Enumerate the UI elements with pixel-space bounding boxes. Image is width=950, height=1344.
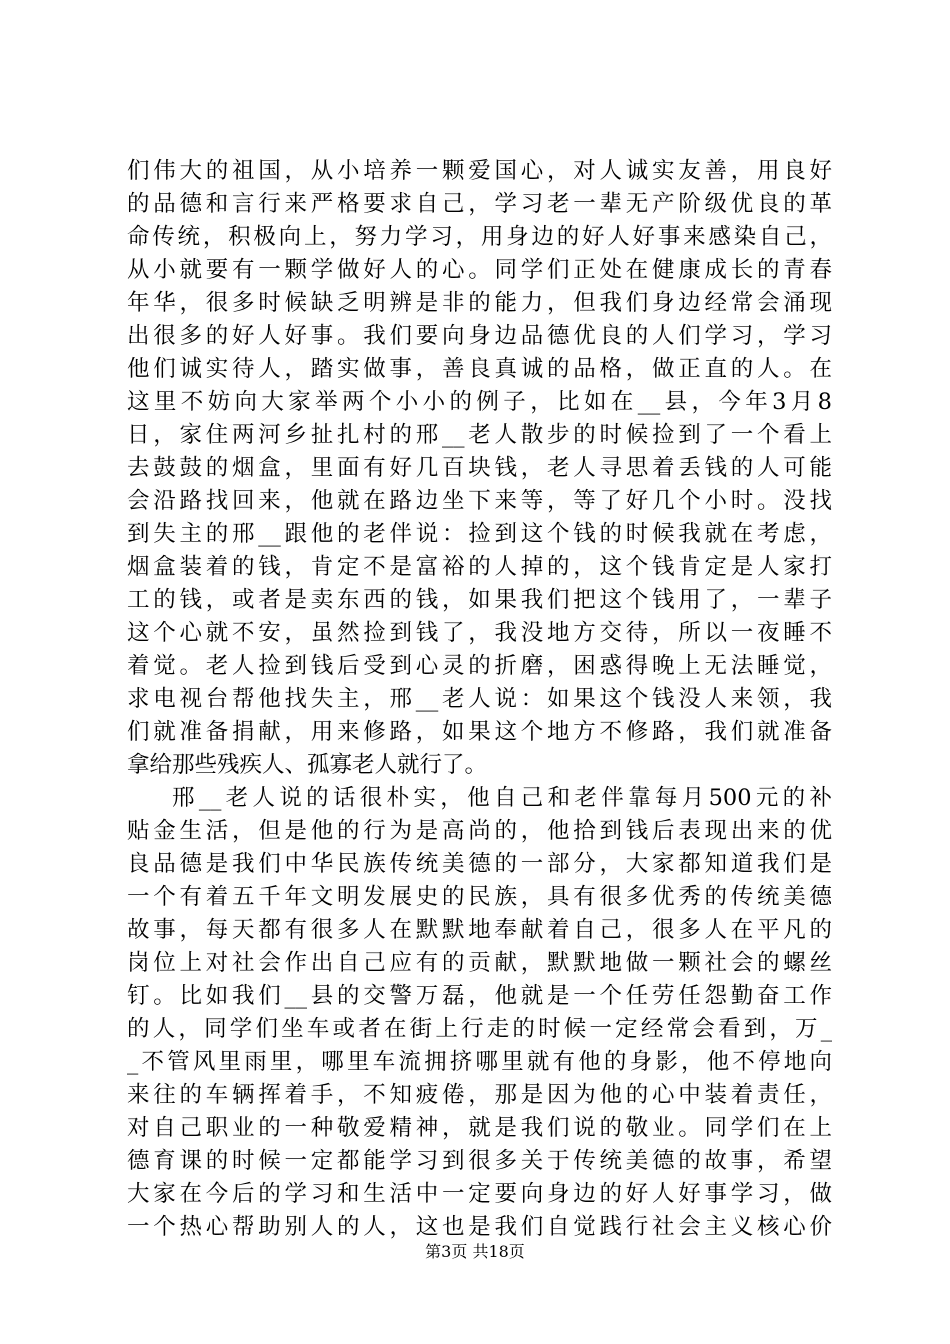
text-line: 们伟大的祖国，从小培养一颗爱国心，对人诚实友善，用良好 [127,158,832,184]
text-line: 他们诚实待人，踏实做事，善良真诚的品格，做正直的人。在 [127,356,832,382]
text-line: 去鼓鼓的烟盒，里面有好几百块钱，老人寻思着丢钱的人可能 [127,455,832,481]
text-line: 从小就要有一颗学做好人的心。同学们正处在健康成长的青春 [127,257,832,283]
text-line: 出很多的好人好事。我们要向身边品德优良的人们学习，学习 [127,323,832,349]
text-line: 命传统，积极向上，努力学习，用身边的好人好事来感染自己， [127,224,832,250]
text-line: _不管风里雨里，哪里车流拥挤哪里就有他的身影，他不停地向 [127,1049,832,1075]
text-line: 们就准备捐献，用来修路，如果这个地方不修路，我们就准备 [127,719,832,745]
text-line: 的品德和言行来严格要求自己，学习老一辈无产阶级优良的革 [127,191,832,217]
text-line: 的人，同学们坐车或者在街上行走的时候一定经常会看到，万_ [127,1016,832,1042]
text-line: 良品德是我们中华民族传统美德的一部分，大家都知道我们是 [127,851,832,877]
text-line: 一个有着五千年文明发展史的民族，具有很多优秀的传统美德 [127,884,832,910]
text-line: 贴金生活，但是他的行为是高尚的，他拾到钱后表现出来的优 [127,818,832,844]
text-line-first: 邢__老人说的话很朴实，他自己和老伴靠每月500元的补 [172,785,832,811]
text-line: 岗位上对社会作出自己应有的贡献，默默地做一颗社会的螺丝 [127,950,832,976]
text-line: 年华，很多时候缺乏明辨是非的能力，但我们身边经常会涌现 [127,290,832,316]
paragraph-1 [127,155,832,782]
text-line: 这里不妨向大家举两个小小的例子，比如在__县，今年3月8 [127,389,832,415]
text-line: 求电视台帮他找失主，邢__老人说：如果这个钱没人来领，我 [127,686,832,712]
text-line: 钉。比如我们__县的交警万磊，他就是一个任劳任怨勤奋工作 [127,983,832,1009]
body-text [127,155,832,1244]
text-line: 对自己职业的一种敬爱精神，就是我们说的敬业。同学们在上 [127,1115,832,1141]
text-line: 故事，每天都有很多人在默默地奉献着自己，很多人在平凡的 [127,917,832,943]
text-line: 这个心就不安，虽然捡到钱了，我没地方交待，所以一夜睡不 [127,620,832,646]
text-line: 来往的车辆挥着手，不知疲倦，那是因为他的心中装着责任， [127,1082,832,1108]
text-line: 大家在今后的学习和生活中一定要向身边的好人好事学习，做 [127,1181,832,1207]
text-line: 日，家住两河乡扯扎村的邢__老人散步的时候捡到了一个看上 [127,422,832,448]
text-line: 一个热心帮助别人的人，这也是我们自觉践行社会主义核心价 [127,1214,832,1240]
text-line: 到失主的邢__跟他的老伴说：捡到这个钱的时候我就在考虑， [127,521,832,547]
text-line: 德育课的时候一定都能学习到很多关于传统美德的故事，希望 [127,1148,832,1174]
paragraph-2 [127,782,832,1244]
text-line: 烟盒装着的钱，肯定不是富裕的人掉的，这个钱肯定是人家打 [127,554,832,580]
text-line: 着觉。老人捡到钱后受到心灵的折磨，困惑得晚上无法睡觉， [127,653,832,679]
text-line-last: 拿给那些残疾人、孤寡老人就行了。 [127,752,488,778]
page-number: 第3页 共18页 [425,1242,525,1261]
text-line: 会沿路找回来，他就在路边坐下来等，等了好几个小时。没找 [127,488,832,514]
text-line: 工的钱，或者是卖东西的钱，如果我们把这个钱用了，一辈子 [127,587,832,613]
page-footer [0,1239,950,1262]
